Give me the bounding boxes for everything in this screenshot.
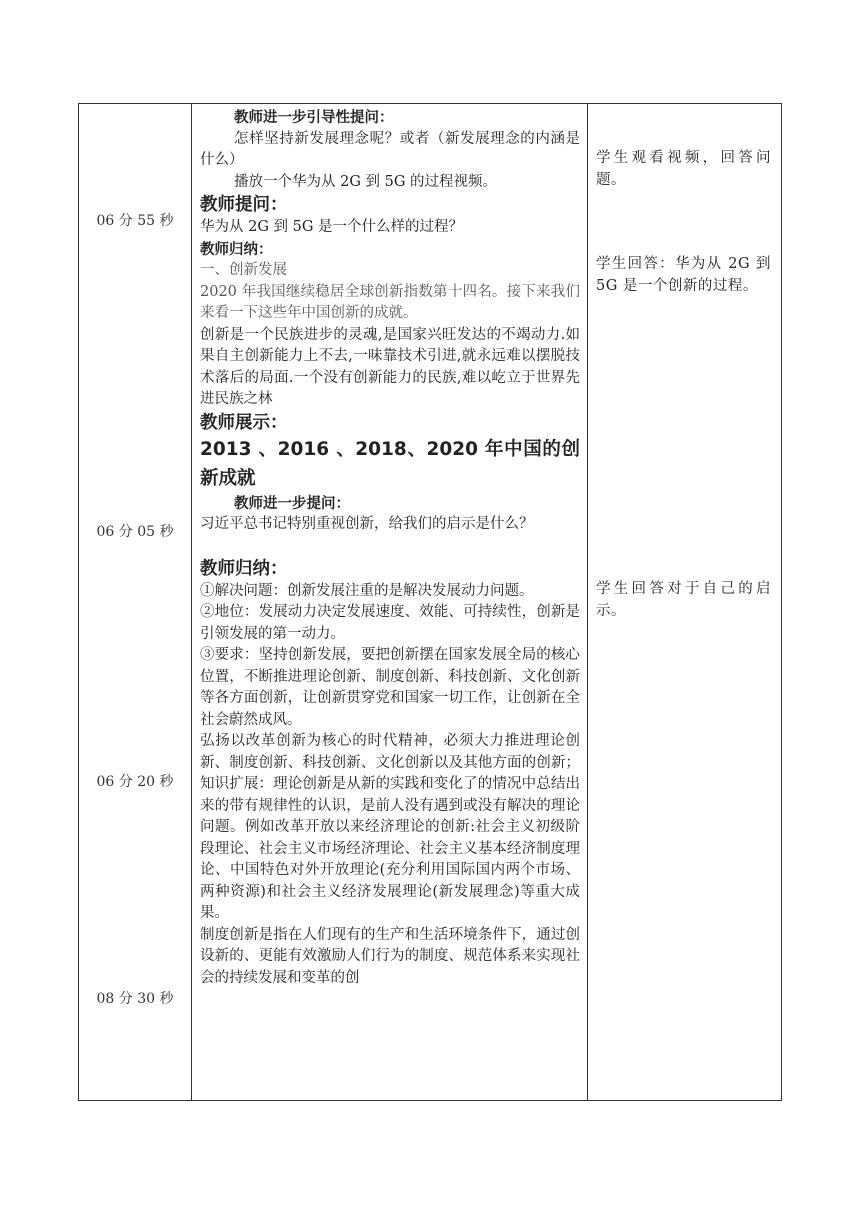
student-activity-1: 学生观看视频，回答问题。	[596, 150, 771, 188]
column-divider-time	[191, 104, 192, 1100]
point-solve-problem: ①解决问题：创新发展注重的是解决发展动力问题。	[200, 582, 534, 599]
teacher-summary-label: 教师归纳：	[200, 240, 273, 258]
video-note: 播放一个华为从 2G 到 5G 的过程视频。	[234, 173, 498, 190]
time-label-1: 06 分 55 秒	[96, 213, 174, 229]
xi-question-text: 习近平总书记特别重视创新，给我们的启示是什么？	[200, 516, 534, 532]
achievements-heading: 2013 、2016 、2018、2020 年中国的创新成就	[200, 438, 580, 489]
innovation-section-title: 一、创新发展	[200, 262, 287, 278]
institutional-innovation-text: 制度创新是指在人们现有的生产和生活环境条件下，通过创设新的、更能有效激励人们行为的制度、规范体系来实现社会的持续发展和变革的创	[200, 926, 580, 986]
teacher-further-question-heading: 教师进一步提问：	[234, 494, 350, 512]
column-divider-student	[587, 104, 588, 1100]
innovation-index-text: 2020 年我国继续稳居全球创新指数第十四名。接下来我们来看一下这些年中国创新的成就。	[200, 283, 580, 321]
time-label-4: 08 分 30 秒	[96, 991, 174, 1007]
point-status: ②地位：发展动力决定发展速度、效能、可持续性，创新是引领发展的第一动力。	[200, 604, 580, 642]
question-text: 怎样坚持新发展理念呢？或者（新发展理念的内涵是什么）	[200, 130, 580, 168]
student-activity-2: 学生回答：华为从 2G 到 5G 是一个创新的过程。	[596, 256, 771, 294]
teacher-activity-column	[200, 107, 580, 989]
innovation-soul-text: 创新是一个民族进步的灵魂,是国家兴旺发达的不竭动力.如果自主创新能力上不去,一味靠技术引进,就永远难以摆脱技术落后的局面.一个没有创新能力的民族,难以屹立于世界先进民族之林	[200, 326, 580, 407]
lesson-table	[78, 103, 782, 1101]
time-label-3: 06 分 20 秒	[96, 774, 174, 790]
teacher-guide-question-heading: 教师进一步引导性提问：	[234, 109, 394, 126]
teacher-show-heading: 教师展示：	[200, 412, 288, 433]
teacher-question-heading: 教师提问：	[200, 195, 288, 215]
huawei-question: 华为从 2G 到 5G 是一个什么样的过程？	[200, 219, 464, 235]
reform-spirit-text: 弘扬以改革创新为核心的时代精神，必须大力推进理论创新、制度创新、科技创新、文化创新以及其他方面的创新； 知识扩展：理论创新是从新的实践和变化了的情况中总结出来的带有规律性的认识，是前人没有遇到或没有解决的理论问题。例如改革开放以来经济理论的创新:社会主义初级阶段理论、社会主义市场经济理论、社会主义基本经济制度理论、中国特色对外开放理论(充分利用国际国内两个市场、两种资源)和社会主义经济发展理论(新发展理念)等重大成果。	[200, 733, 580, 921]
point-requirement: ③要求：坚持创新发展，要把创新摆在国家发展全局的核心位置，不断推进理论创新、制度创新、科技创新、文化创新等各方面创新，让创新贯穿党和国家一切工作，让创新在全社会蔚然成风。	[200, 647, 580, 728]
time-label-2: 06 分 05 秒	[96, 524, 174, 540]
teacher-summary-heading: 教师归纳：	[200, 558, 288, 579]
student-activity-3: 学生回答对于自己的启示。	[596, 581, 771, 619]
